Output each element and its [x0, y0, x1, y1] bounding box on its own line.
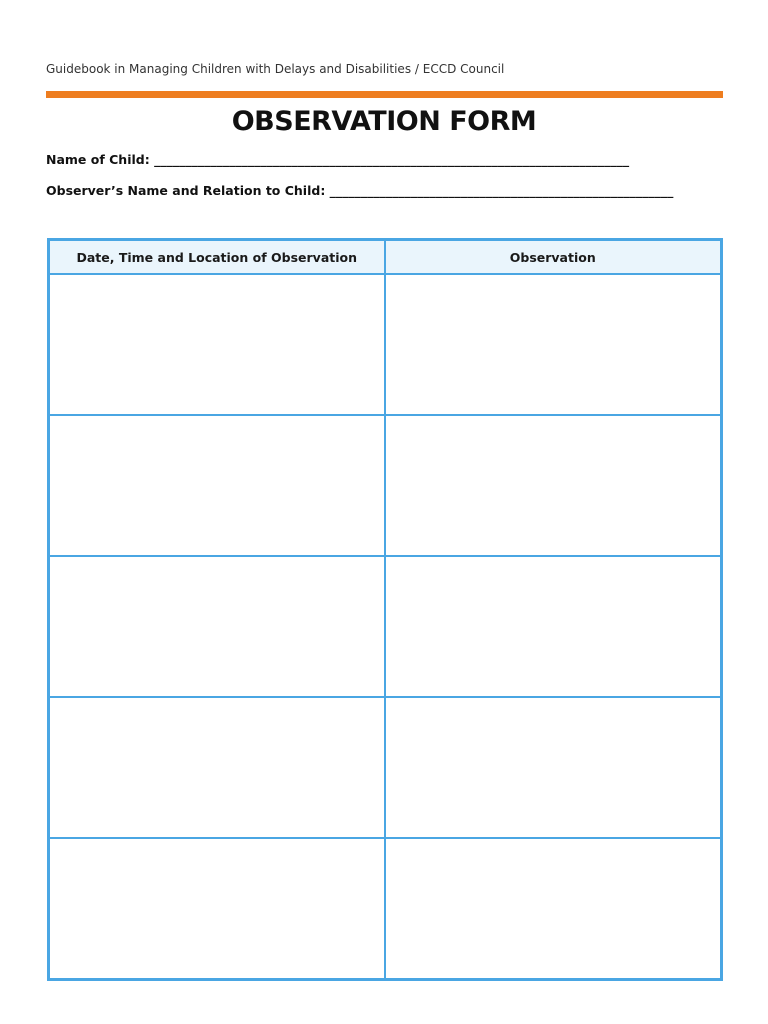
table-row	[49, 415, 722, 556]
table-row	[49, 274, 722, 415]
table-row	[49, 697, 722, 838]
table-row	[49, 556, 722, 697]
orange-divider	[46, 91, 723, 98]
observation-cell[interactable]	[385, 556, 722, 697]
column-header-observation: Observation	[385, 240, 722, 275]
observation-cell[interactable]	[385, 274, 722, 415]
table-header-row	[49, 240, 722, 275]
date-time-location-cell[interactable]	[49, 415, 385, 556]
date-time-location-cell[interactable]	[49, 274, 385, 415]
date-time-location-cell[interactable]	[49, 697, 385, 838]
date-time-location-cell[interactable]	[49, 838, 385, 980]
running-header: Guidebook in Managing Children with Delays and Disabilities / ECCD Council	[46, 62, 505, 76]
observation-cell[interactable]	[385, 415, 722, 556]
observer-name-field[interactable]: Observer’s Name and Relation to Child: _______________________________________________________	[46, 183, 674, 198]
observation-cell[interactable]	[385, 697, 722, 838]
observation-cell[interactable]	[385, 838, 722, 980]
form-title: OBSERVATION FORM	[231, 106, 537, 137]
table-row	[49, 838, 722, 980]
observation-table	[47, 238, 723, 981]
column-header-date-time-location: Date, Time and Location of Observation	[49, 240, 385, 275]
child-name-field[interactable]: Name of Child: ____________________________________________________________________________	[46, 152, 630, 167]
date-time-location-cell[interactable]	[49, 556, 385, 697]
